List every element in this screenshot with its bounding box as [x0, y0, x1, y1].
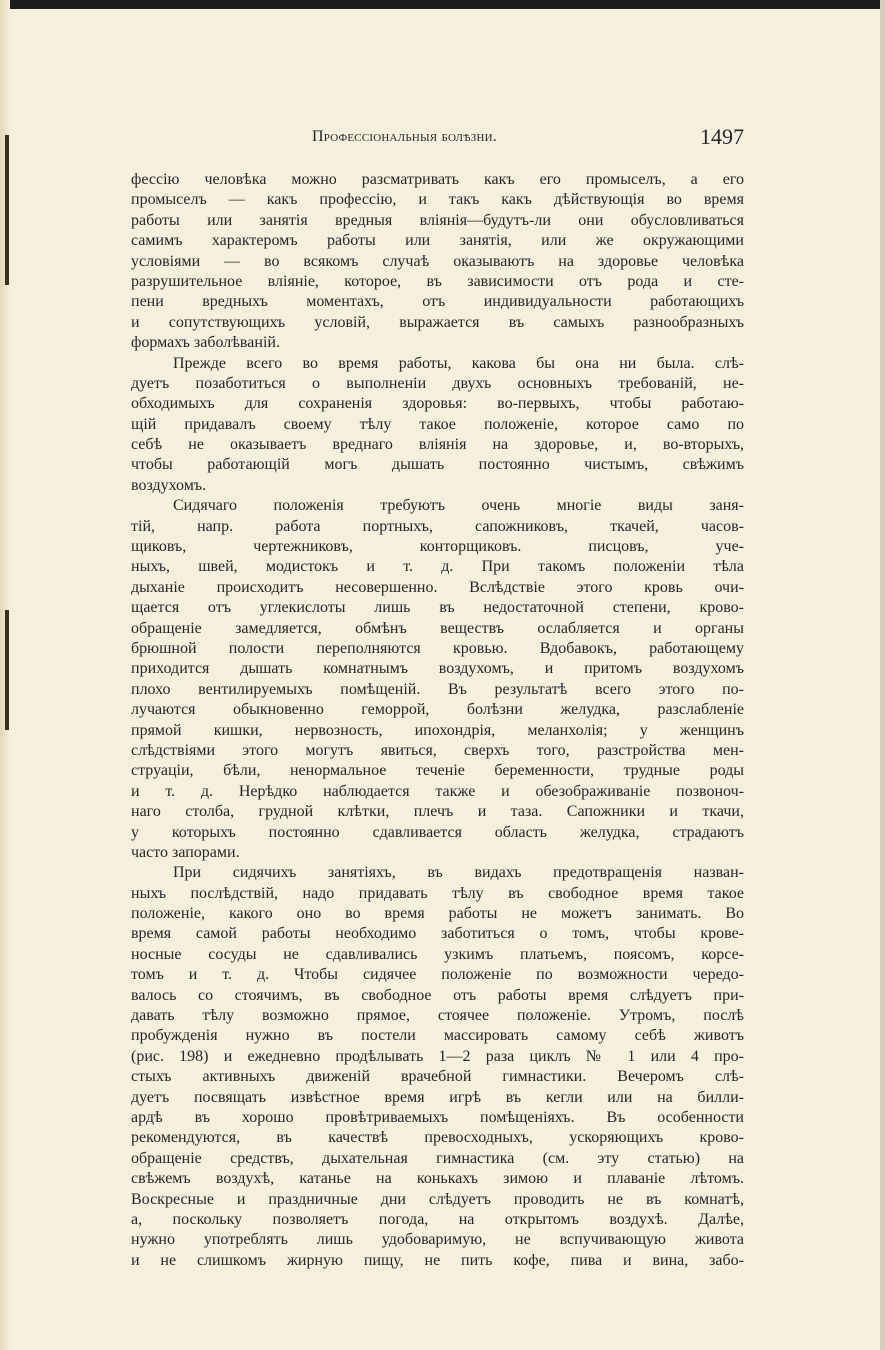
text-line: Сидячаго положенія требуютъ очень многіе виды заня-: [173, 497, 744, 515]
binding-mark: [5, 610, 9, 730]
text-line: ныхъ послѣдствій, надо придавать тѣлу въ свободное время такое: [131, 884, 744, 902]
text-line: щиковъ, чертежниковъ, конторщиковъ. писцовъ, уче-: [131, 538, 744, 556]
text-line: носные сосуды не сдавливались узкимъ платьемъ, поясомъ, корсе-: [131, 945, 744, 963]
text-line: наго столба, грудной клѣтки, плечъ и таза. Сапожники и ткачи,: [131, 803, 744, 821]
text-line: самимъ характеромъ работы или занятія, или же окружающими: [131, 232, 744, 250]
text-line: лучаются обыкновенно геморрой, болѣзни желудка, разслабленіе: [131, 701, 744, 719]
text-line: чтобы работающій могъ дышать постоянно чистымъ, свѣжимъ: [131, 456, 744, 474]
text-line: а, поскольку позволяетъ погода, на открытомъ воздухѣ. Далѣе,: [131, 1210, 744, 1228]
text-line: дыханіе происходитъ несовершенно. Вслѣдствіе этого кровь очи-: [131, 578, 744, 596]
text-line: брюшной полости переполняются кровью. Вдобавокъ, работающему: [131, 639, 744, 657]
text-line: и сопутствующихъ условій, выражается въ самыхъ разнообразныхъ: [131, 313, 744, 331]
text-line: работы или занятія вредныя вліянія—будутъ-ли они обусловливаться: [131, 211, 744, 229]
text-line: и т. д. Нерѣдко наблюдается также и обезображиваніе позвоноч-: [131, 782, 744, 800]
text-line: обращеніе средствъ, дыхательная гимнастика (см. эту статью) на: [131, 1149, 744, 1167]
running-title: Профессіональныя болѣзни.: [312, 128, 497, 145]
text-line: томъ и т. д. Чтобы сидячее положеніе по возможности чередо-: [131, 966, 744, 984]
text-line: нужно употреблять лишь удобоваримую, не вспучивающую живота: [131, 1231, 744, 1249]
text-line: формахъ заболѣваній.: [131, 334, 280, 352]
text-line: промыселъ — какъ профессію, и такъ какъ дѣйствующія во время: [131, 191, 744, 209]
text-line: часто запорами.: [131, 843, 240, 861]
text-line: дуетъ позаботиться о выполненіи двухъ основныхъ требованій, не-: [131, 374, 744, 392]
body-text: [131, 170, 744, 1271]
text-line: стыхъ активныхъ движеній врачебной гимнастики. Вечеромъ слѣ-: [131, 1068, 744, 1086]
text-line: При сидячихъ занятіяхъ, въ видахъ предотвращенія назван-: [173, 864, 744, 882]
text-line: и не слишкомъ жирную пищу, не пить кофе, пива и вина, забо-: [131, 1251, 744, 1269]
text-line: щій придавалъ своему тѣлу такое положеніе, которое само по: [131, 415, 744, 433]
binding-mark: [5, 135, 9, 285]
text-line: положеніе, какого оно во время работы не можетъ занимать. Во: [131, 905, 744, 923]
text-line: фессію человѣка можно разсматривать какъ его промыселъ, а его: [131, 171, 744, 188]
text-line: у которыхъ постоянно сдавливается область желудка, страдаютъ: [131, 823, 744, 841]
text-line: струаціи, бѣли, ненормальное теченіе беременности, трудные роды: [131, 762, 744, 780]
text-line: ардѣ въ хорошо провѣтриваемыхъ помѣщеніяхъ. Въ особенности: [131, 1108, 744, 1126]
text-line: себѣ не оказываетъ вреднаго вліянія на здоровье, и, во-вторыхъ,: [131, 436, 744, 454]
page-right-edge: [880, 0, 885, 1350]
text-line: пробужденія нужно въ постели массировать самому себѣ животъ: [131, 1027, 744, 1045]
text-line: Прежде всего во время работы, какова бы она ни была. слѣ-: [173, 354, 744, 372]
text-line: щается отъ углекислоты лишь въ недостаточной степени, крово-: [131, 599, 744, 617]
text-line: рекомендуются, въ качествѣ превосходныхъ, ускоряющихъ крово-: [131, 1129, 744, 1147]
text-line: свѣжемъ воздухѣ, катанье на конькахъ зимою и плаваніе лѣтомъ.: [131, 1170, 744, 1188]
text-line: условіями — во всякомъ случаѣ оказываютъ на здоровье человѣка: [131, 252, 744, 270]
text-line: воздухомъ.: [131, 476, 207, 494]
text-line: плохо вентилируемыхъ помѣщеній. Въ результатѣ всего этого по-: [131, 680, 744, 698]
text-line: давать тѣлу возможно прямое, стоячее положеніе. Утромъ, послѣ: [131, 1007, 744, 1025]
text-line: пени вредныхъ моментахъ, отъ индивидуальности работающихъ: [131, 293, 744, 311]
text-line: дуетъ посвящать извѣстное время игрѣ въ кегли или на билли-: [131, 1088, 744, 1106]
text-line: приходится дышать комнатнымъ воздухомъ, и притомъ воздухомъ: [131, 660, 744, 678]
page-header: [312, 122, 744, 156]
scan-top-border: [0, 0, 885, 9]
text-line: валось со стоячимъ, въ свободное отъ работы время слѣдуетъ при-: [131, 986, 744, 1004]
text-line: обходимыхъ для сохраненія здоровья: во-первыхъ, чтобы работаю-: [131, 395, 744, 413]
text-line: обращеніе замедляется, обмѣнъ веществъ ослабляется и органы: [131, 619, 744, 637]
text-line: прямой кишки, нервозность, ипохондрія, меланхолія; у женщинъ: [131, 721, 744, 739]
text-line: время самой работы необходимо заботиться о томъ, чтобы крове-: [131, 925, 744, 943]
text-line: ныхъ, швей, модистокъ и т. д. При такомъ положеніи тѣла: [131, 558, 744, 576]
text-line: слѣдствіями этого могутъ явиться, сверхъ того, разстройства мен-: [131, 741, 744, 759]
page-number: 1497: [700, 124, 744, 149]
text-line: (рис. 198) и ежедневно продѣлывать 1—2 раза циклъ № 1 или 4 про-: [131, 1047, 744, 1065]
text-line: тій, напр. работа портныхъ, сапожниковъ, ткачей, часов-: [131, 517, 744, 535]
text-line: разрушительное вліяніе, которое, въ зависимости отъ рода и сте-: [131, 272, 744, 290]
text-line: Воскресные и праздничные дни слѣдуетъ проводить не въ комнатѣ,: [131, 1190, 744, 1208]
